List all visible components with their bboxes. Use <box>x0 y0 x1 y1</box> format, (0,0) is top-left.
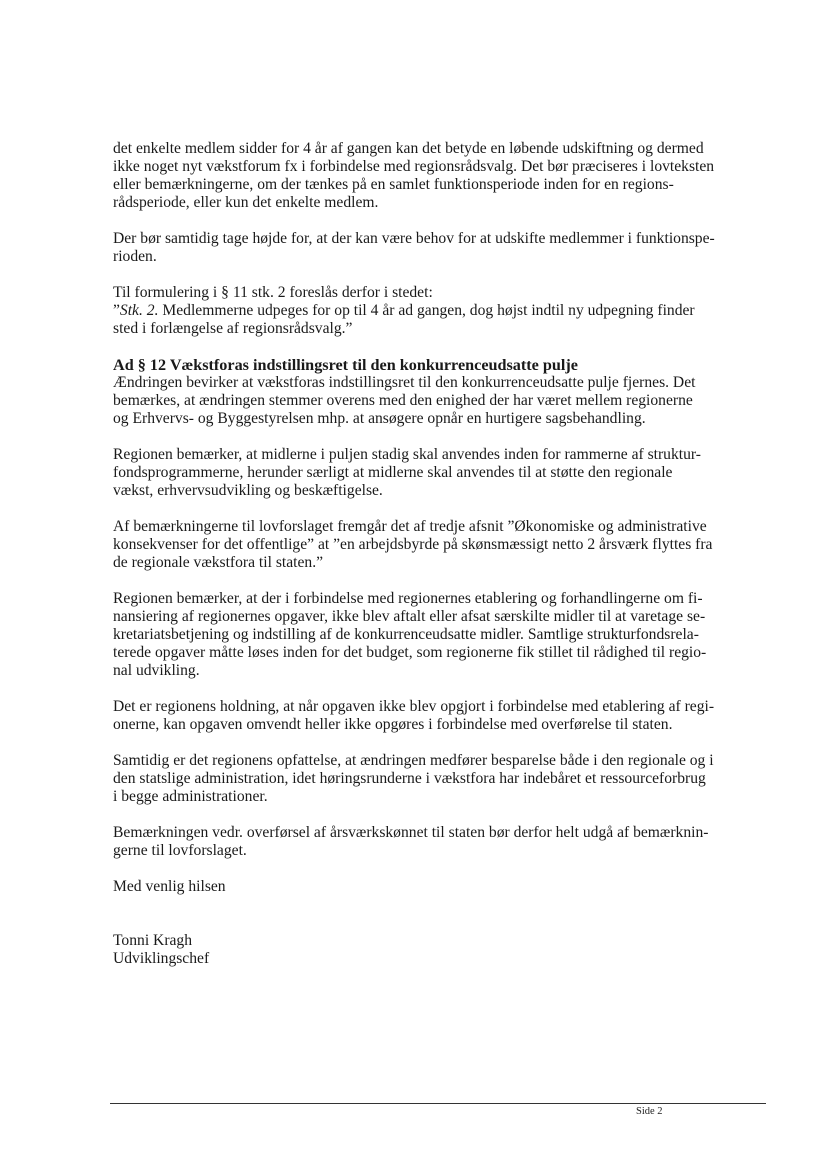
footer-divider <box>110 1103 766 1104</box>
quote-open-mark: ” <box>113 302 120 319</box>
body-paragraph: det enkelte medlem sidder for 4 år af gangen kan det betyde en løbende udskiftning og dermed ikke noget nyt vækstforum fx i forbindelse med regionsrådsvalg. Det bør præciseres i lovteksten eller bemærkningerne, om der tænkes på en samlet funktionsperiode inden for en regions- rådsperiode, eller kun det enkelte medlem. <box>113 140 715 211</box>
quote-body: Medlemmerne udpeges for op til 4 år ad gangen, dog højst indtil ny udpegning finder sted i forlængelse af regionsrådsvalg.” <box>113 302 695 337</box>
body-paragraph: Det er regionens holdning, at når opgaven ikke blev opgjort i forbindelse med etablering af regi- onerne, kan opgaven omvendt heller ikke opgøres i forbindelse med overførelse til staten. <box>113 698 715 733</box>
section-heading: Ad § 12 Vækstforas indstillingsret til den konkurrenceudsatte pulje <box>113 356 578 374</box>
body-paragraph: Ændringen bevirker at vækstforas indstillingsret til den konkurrenceudsatte pulje fjernes. Det bemærkes, at ændringen stemmer overens med den enighed der har været mellem regionerne og Erhvervs- og Byggestyrelsen mhp. at ansøgere opnår en hurtigere sagsbehandling. <box>113 374 696 427</box>
proposal-quote <box>113 302 768 338</box>
body-paragraph: Regionen bemærker, at midlerne i puljen stadig skal anvendes inden for rammerne af struktur- fondsprogrammerne, herunder særligt at midlerne skal anvendes til at støtte den regionale vækst, erhvervsudvikling og beskæftigelse. <box>113 446 701 499</box>
signature-block: Tonni Kragh Udviklingschef <box>113 932 210 967</box>
quote-stk-label: Stk. 2. <box>119 302 159 319</box>
body-paragraph: Af bemærkningerne til lovforslaget fremgår det af tredje afsnit ”Økonomiske og administrative konsekvenser for det offentlige” at ”en arbejdsbyrde på skønsmæssigt netto 2 årsværk flyttes fra de regionale vækstfora til staten.” <box>113 518 713 571</box>
body-paragraph: Bemærkningen vedr. overførsel af årsværkskønnet til staten bør derfor helt udgå af bemærknin- gerne til lovforslaget. <box>113 824 709 859</box>
body-paragraph: Regionen bemærker, at der i forbindelse med regionernes etablering og forhandlingerne om fi- nansiering af regionernes opgaver, ikke blev aftalt eller afsat særskilte midler til at varetage se- kretariatsbetjening og indstilling af de konkurrenceudsatte midler. Samtlige strukturfondsrela- terede opgaver måtte løses inden for det budget, som regionerne fik stillet til rådighed til regio- nal udvikling. <box>113 590 707 679</box>
closing-salutation: Med venlig hilsen <box>113 878 226 895</box>
page-number: Side 2 <box>636 1106 663 1117</box>
body-paragraph: Samtidig er det regionens opfattelse, at ændringen medfører besparelse både i den regionale og i den statslige administration, idet høringsrunderne i vækstfora har indebåret et ressourceforbrug i begge administrationer. <box>113 752 714 805</box>
body-paragraph: Der bør samtidig tage højde for, at der kan være behov for at udskifte medlemmer i funktionspe- rioden. <box>113 230 715 265</box>
letter-body <box>113 140 768 984</box>
proposal-intro: Til formulering i § 11 stk. 2 foreslås derfor i stedet: <box>113 284 433 301</box>
